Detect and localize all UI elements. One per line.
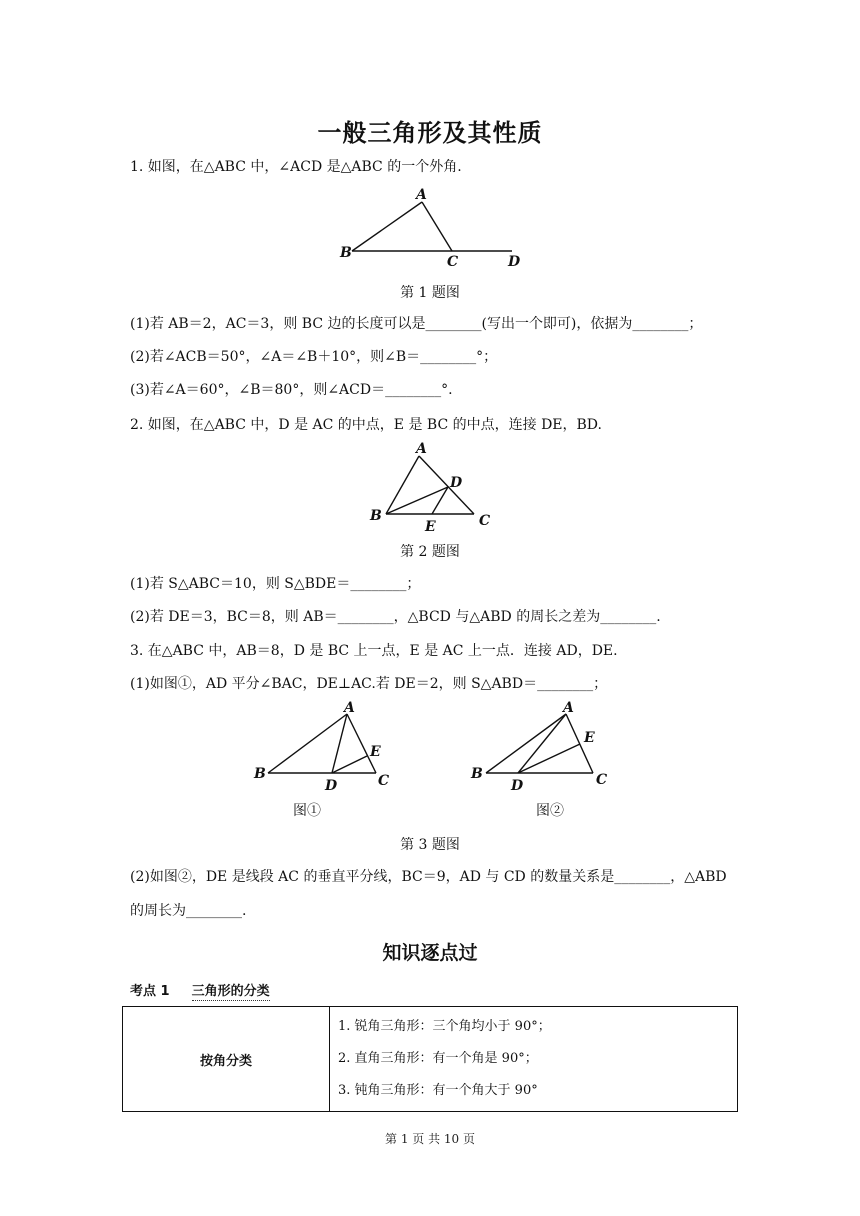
q1-part2: (2)若∠ACB＝50°，∠A＝∠B＋10°，则∠B＝________°； [130,349,498,365]
q2-label-b: B [370,508,382,524]
q3-stem: 3. 在△ABC 中，AB＝8，D 是 BC 上一点，E 是 AC 上一点．连接 AD，DE. [130,643,618,659]
q3f1-label-b: B [254,766,266,782]
figure-q1 [330,185,530,270]
q3-part1: (1)如图①，AD 平分∠BAC，DE⊥AC.若 DE＝2，则 S△ABD＝________； [130,676,608,692]
q2-part1: (1)若 S△ABC＝10，则 S△BDE＝________； [130,576,421,592]
q3f1-label-d: D [325,778,338,793]
q1-part3: (3)若∠A＝60°，∠B＝80°，则∠ACD＝________°. [130,382,453,398]
page-title: 一般三角形及其性质 [317,119,543,147]
q3f2-label-a: A [563,700,574,716]
kaodian-label: 考点 1 [130,984,170,999]
q2-label-d: D [450,475,463,491]
page-footer: 第 1 页 共 10 页 [385,1132,475,1146]
q1-caption: 第 1 题图 [400,285,460,301]
q2-label-a: A [416,441,427,457]
kaodian-heading [130,980,270,999]
table-item: 2. 直角三角形：有一个角是 90°； [338,1051,538,1066]
q2-label-e: E [425,519,436,535]
q3-part2-line1: (2)如图②，DE 是线段 AC 的垂直平分线，BC＝9，AD 与 CD 的数量关系是________，△ABD [130,869,727,885]
table-item: 1. 锐角三角形：三个角均小于 90°； [338,1019,551,1034]
q1-part1: (1)若 AB＝2，AC＝3，则 BC 边的长度可以是________(写出一个即可)，依据为________； [130,316,703,332]
table-items [330,1007,738,1112]
q3-fig2-label: 图② [536,803,564,819]
q3f2-label-d: D [511,778,524,793]
q3-caption: 第 3 题图 [400,837,460,853]
figure-q3-2 [468,698,613,793]
q2-caption: 第 2 题图 [400,544,460,560]
q3f1-label-e: E [370,744,381,760]
table-item: 3. 钝角三角形：有一个角大于 90° [338,1083,538,1098]
section-title: 知识逐点过 [382,942,478,964]
classification-table [122,1006,738,1112]
q2-part2: (2)若 DE＝3，BC＝8，则 AB＝________，△BCD 与△ABD 的周长之差为________. [130,609,661,625]
q1-label-a: A [416,187,427,203]
figure-q2 [366,440,496,535]
table-category: 按角分类 [123,1007,330,1112]
q3f1-label-c: C [378,773,390,789]
q3f2-label-b: B [471,766,483,782]
figure-q3-1 [250,698,395,793]
q3f2-label-c: C [596,772,608,788]
q3f1-label-a: A [344,700,355,716]
q2-label-c: C [479,513,491,529]
q1-label-d: D [508,254,521,270]
q3-part2-line2: 的周长为________. [130,903,247,919]
q1-stem: 1. 如图，在△ABC 中，∠ACD 是△ABC 的一个外角. [130,159,462,175]
table-row [123,1007,738,1112]
q2-stem: 2. 如图，在△ABC 中，D 是 AC 的中点，E 是 BC 的中点，连接 DE，BD. [130,417,602,433]
q3f2-label-e: E [584,730,595,746]
q1-label-b: B [340,245,352,261]
q1-label-c: C [447,254,459,270]
q3-fig1-label: 图① [293,803,321,819]
kaodian-topic: 三角形的分类 [191,984,270,999]
